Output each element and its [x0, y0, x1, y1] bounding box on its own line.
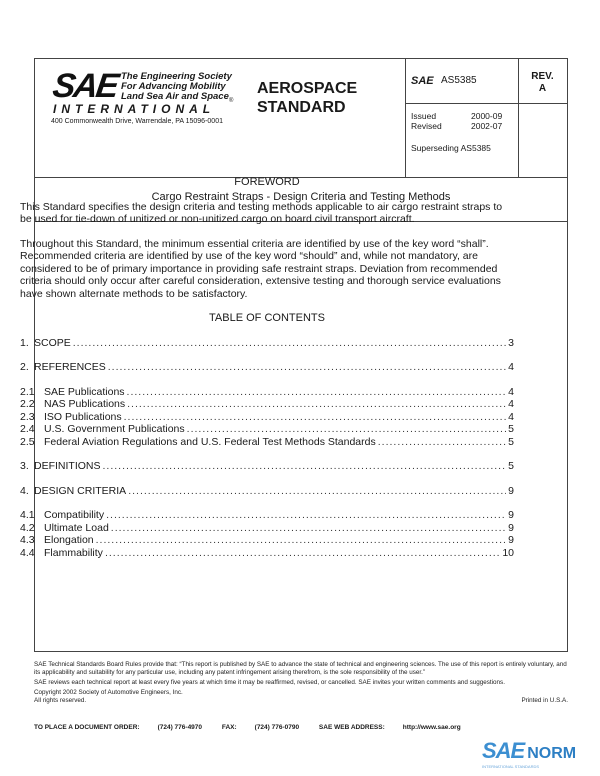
toc-entry-title: Ultimate Load: [44, 521, 109, 534]
toc-spacer: [20, 473, 514, 485]
toc-entry-page: 4: [508, 385, 514, 398]
document-number-cell: [405, 59, 518, 104]
superseding-note: Superseding AS5385: [411, 143, 491, 153]
toc-entry-title: DESIGN CRITERIA: [34, 484, 127, 497]
fax-label: FAX:: [221, 724, 237, 731]
order-label: TO PLACE A DOCUMENT ORDER:: [34, 724, 140, 731]
toc-entry-page: 9: [508, 509, 514, 521]
sae-norm-watermark: [482, 738, 577, 769]
toc-leader-dots: [106, 509, 506, 522]
revision-value: A: [538, 83, 547, 94]
copyright-line: Copyright 2002 Society of Automotive Engineers, Inc.: [34, 689, 183, 696]
order-phone: (724) 776-4970: [157, 724, 203, 731]
toc-entry-number: 3.: [20, 460, 29, 472]
toc-entry-title: ISO Publications: [44, 410, 122, 423]
fax-number: (724) 776-0790: [254, 724, 300, 731]
toc-leader-dots: [187, 423, 507, 436]
toc-heading: TABLE OF CONTENTS: [209, 312, 325, 324]
toc-entry-title: REFERENCES: [34, 361, 106, 373]
toc-entry-number: 2.2: [20, 398, 35, 410]
toc-entry[interactable]: [20, 509, 514, 522]
toc-entry-number: 4.1: [20, 509, 35, 521]
toc-leader-dots: [127, 398, 506, 411]
document-type-line: AEROSPACE: [257, 80, 358, 97]
toc-entry-page: 9: [508, 484, 514, 497]
sae-small-logo: SAE: [411, 75, 434, 87]
toc-entry[interactable]: [20, 386, 514, 399]
toc-entry[interactable]: [20, 436, 514, 449]
header-middle-cell: [405, 59, 519, 177]
toc-entry-page: 9: [508, 521, 514, 534]
toc-leader-dots: [105, 547, 500, 560]
toc-entry-page: 9: [508, 534, 514, 546]
toc-entry-number: 2.5: [20, 435, 35, 448]
page-footer: [34, 661, 568, 705]
printed-line: Printed in U.S.A.: [521, 697, 568, 704]
toc-entry-number: 4.2: [20, 521, 35, 534]
toc-entry-page: 5: [508, 435, 514, 448]
toc-entry[interactable]: [20, 534, 514, 547]
document-type: [257, 79, 357, 117]
toc-entry-number: 2.1: [20, 385, 35, 398]
toc-entry-number: 4.4: [20, 546, 35, 559]
toc-entry-title: Flammability: [44, 546, 103, 559]
toc-entry-page: 3: [508, 336, 514, 349]
web-address[interactable]: http://www.sae.org: [402, 724, 461, 731]
toc-entry-title: SAE Publications: [44, 385, 125, 398]
board-rules-note: SAE Technical Standards Board Rules provide that: “This report is published by SAE to advance the state of technical and engineering sciences. The use of this report is entirely voluntary, and its applicability and suitability for any particular use, including any patent infringement arising therefrom, is the sole responsibility of the user.”: [34, 661, 567, 676]
toc-entry-number: 2.3: [20, 410, 35, 423]
toc-entry-page: 4: [508, 361, 514, 373]
toc-spacer: [20, 374, 514, 386]
toc-entry-title: NAS Publications: [44, 398, 126, 410]
international-label: INTERNATIONAL: [53, 102, 216, 116]
toc-leader-dots: [111, 522, 506, 535]
sae-address: 400 Commonwealth Drive, Warrendale, PA 15096-0001: [51, 118, 223, 125]
toc-leader-dots: [108, 361, 506, 374]
tagline-line: The Engineering Society: [121, 71, 232, 82]
document-title: Cargo Restraint Straps - Design Criteria and Testing Methods: [151, 191, 451, 203]
toc-entry-number: 1.: [20, 336, 29, 349]
toc-entry[interactable]: [20, 460, 514, 473]
document-dates: [411, 111, 521, 131]
foreword-paragraph: This Standard specifies the design criteria and testing methods applicable to air cargo restraint straps to be used for tie-down of unitized or non-unitized cargo on board civil transport aircraft.: [20, 200, 503, 225]
toc-entry-title: SCOPE: [34, 336, 71, 349]
toc-spacer: [20, 497, 514, 509]
revised-date: 2002-07: [471, 121, 503, 131]
rights-line: All rights reserved.: [34, 697, 87, 704]
toc-spacer: [20, 448, 514, 460]
foreword-heading: FOREWORD: [234, 176, 300, 188]
toc-entry-title: Elongation: [44, 534, 94, 546]
document-header: [35, 59, 567, 178]
toc-entry-number: 4.: [20, 484, 29, 497]
toc-spacer: [20, 349, 514, 361]
toc-leader-dots: [96, 534, 507, 547]
toc-entry[interactable]: [20, 547, 514, 560]
issued-label: Issued: [411, 111, 437, 121]
toc-entry-page: 10: [502, 546, 514, 559]
document-number: AS5385: [441, 75, 477, 86]
toc-entry-title: DEFINITIONS: [34, 460, 101, 472]
toc-entry[interactable]: [20, 522, 514, 535]
toc-entry[interactable]: [20, 398, 514, 411]
review-note: SAE reviews each technical report at least every five years at which time it may be reaffirmed, revised, or cancelled. SAE invites your written comments and suggestions.: [34, 679, 505, 686]
toc-entry[interactable]: [20, 337, 514, 350]
revision-block: [518, 71, 567, 95]
toc-leader-dots: [103, 460, 507, 473]
toc-entry[interactable]: [20, 361, 514, 374]
toc-entry-title: Compatibility: [44, 509, 105, 521]
toc-entry-page: 5: [508, 423, 514, 435]
header-right-cell: [518, 59, 567, 177]
watermark-subtitle: INTERNATIONAL STANDARDS: [482, 764, 540, 769]
toc-entry-title: U.S. Government Publications: [44, 423, 185, 435]
revision-label: REV.: [531, 71, 554, 82]
issued-date: 2000-09: [471, 111, 503, 121]
toc-leader-dots: [378, 436, 506, 449]
sae-logo: SAE: [50, 67, 120, 105]
toc-leader-dots: [127, 386, 507, 399]
toc-entry-page: 5: [508, 460, 514, 472]
web-label: SAE WEB ADDRESS:: [318, 724, 385, 731]
revision-cell: [518, 59, 567, 104]
toc-entry-number: 2.: [20, 361, 29, 373]
header-left-cell: [35, 59, 406, 177]
toc-entry-number: 4.3: [20, 534, 35, 546]
document-type-line: STANDARD: [257, 99, 346, 116]
order-info: [34, 724, 479, 731]
tagline-line: For Advancing Mobility: [121, 81, 226, 92]
toc-leader-dots: [128, 485, 506, 498]
document-body: [20, 176, 514, 559]
toc-entry-number: 2.4: [20, 423, 35, 435]
toc-entry[interactable]: [20, 423, 514, 436]
toc-entry[interactable]: [20, 485, 514, 498]
registered-mark: ®: [228, 97, 234, 104]
tagline-text: Land Sea Air and Space: [121, 91, 229, 102]
toc-entry-page: 4: [508, 410, 514, 423]
toc-leader-dots: [73, 337, 506, 350]
toc-entry-title: Federal Aviation Regulations and U.S. Federal Test Methods Standards: [44, 435, 376, 448]
revised-label: Revised: [411, 121, 442, 131]
sae-tagline: [121, 72, 233, 106]
watermark-sae: SAE: [482, 738, 525, 763]
watermark-norm: NORM: [527, 745, 577, 762]
toc-entry[interactable]: [20, 411, 514, 424]
toc-entry-page: 4: [508, 398, 514, 410]
table-of-contents: [20, 337, 514, 560]
foreword-paragraph: Throughout this Standard, the minimum essential criteria are identified by use of the key word “shall”. Recommended criteria are identified by use of the key word “should” and, while not mandatory, are considered to be of primary importance in providing safe restraint straps. Deviation from recommended criteria should only occur after careful consideration, extensive testing and thorough service evaluations have shown alternate methods to be satisfactory.: [20, 237, 501, 300]
toc-leader-dots: [124, 411, 507, 424]
